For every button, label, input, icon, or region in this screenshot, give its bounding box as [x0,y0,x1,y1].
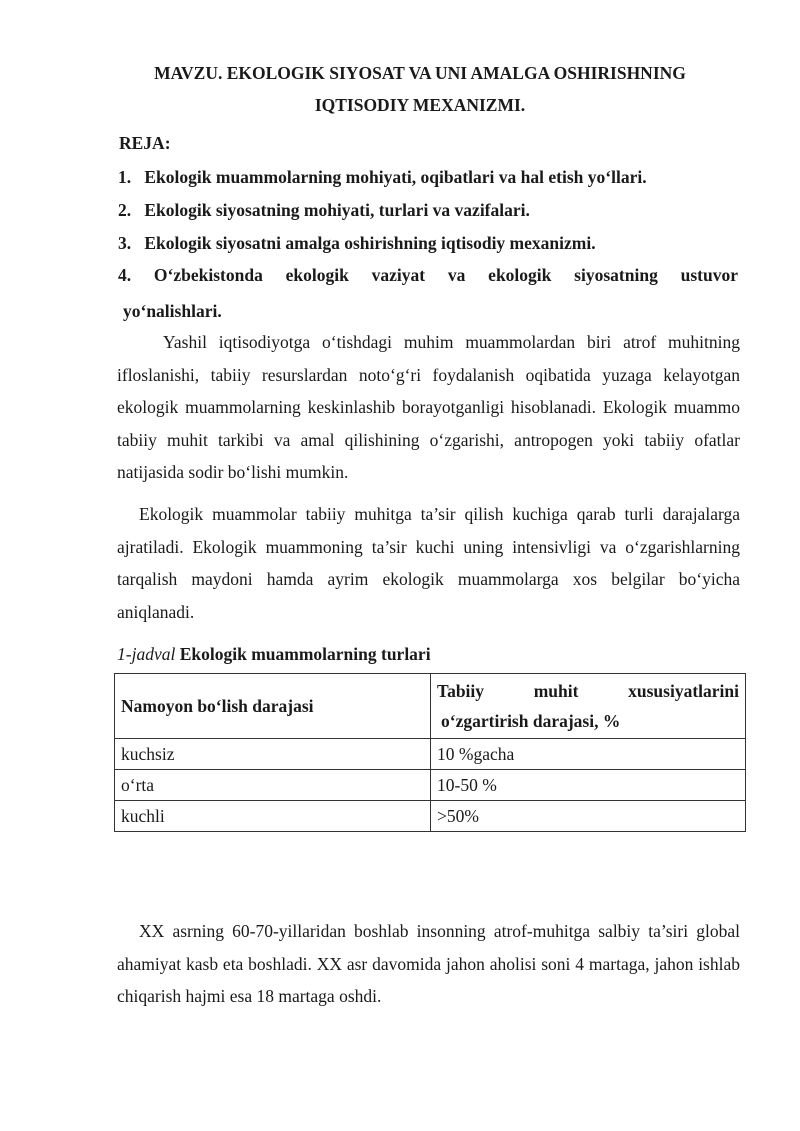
title-line-1: MAVZU. EKOLOGIK SIYOSAT VA UNI AMALGA OSHIRISHNING [154,63,686,83]
table-cell: kuchli [115,801,431,832]
table-row [115,801,746,832]
plan-item-number: 1. [118,167,132,187]
plan-item-text: Ekologik siyosatning mohiyati, turlari va vazifalari. [144,200,530,220]
table-caption-title: Ekologik muammolarning turlari [179,644,431,664]
paragraph-2: Ekologik muammolar tabiiy muhitga ta’sir qilish kuchiga qarab turli darajalarga ajratiladi. Ekologik muammoning ta’sir kuchi uning intensivligi va o‘zgarishlarning tarqalish maydoni hamda ayrim ekologik muammolarga xos belgilar bo‘yicha aniqlanadi. [117,504,740,622]
table-row [115,739,746,770]
table-row [115,770,746,801]
plan-item [118,161,738,193]
table-cell: o‘rta [115,770,431,801]
paragraph-3: XX asrning 60-70-yillaridan boshlab insonning atrof-muhitga salbiy ta’siri global ahamiyat kasb eta boshladi. XX asr davomida jahon aholisi soni 4 martaga, jahon ishlab chiqarish hajmi esa 18 martaga oshdi. [117,921,740,1006]
plan-item-number: 2. [118,200,132,220]
title-line-2: IQTISODIY MEXANIZMI. [314,95,526,115]
table-header-line: o‘zgartirish darajasi, % [441,711,621,731]
plan-item-number: 3. [118,233,132,253]
problems-table [114,673,746,832]
table-header-cell: Namoyon bo‘lish darajasi [115,674,431,739]
plan-item-text: O‘zbekistonda ekologik vaziyat va ekologik siyosatning ustuvor [153,265,738,285]
table-cell: 10 %gacha [431,739,746,770]
table-header-line: Tabiiy muhit xususiyatlarini [437,681,739,701]
table-header-cell [431,674,746,739]
plan-item-text: Ekologik siyosatni amalga oshirishning iqtisodiy mexanizmi. [144,233,596,253]
plan-item-text: Ekologik muammolarning mohiyati, oqibatlari va hal etish yo‘llari. [144,167,647,187]
plan-item [118,227,738,259]
plan-item [118,194,738,226]
paragraph-1: Yashil iqtisodiyotga o‘tishdagi muhim muammolardan biri atrof muhitning ifloslanishi, tabiiy resurslardan noto‘g‘ri foydalanish oqibatida yuzaga kelayotgan ekologik muammolarning keskinlashib borayotganligi hisoblanadi. Ekologik muammo tabiiy muhit tarkibi va amal qilishining o‘zgarishi, antropogen yoki tabiiy ofatlar natijasida sodir bo‘lishi mumkin. [117,332,740,482]
table-caption-number: 1-jadval [117,644,176,664]
table-cell: >50% [431,801,746,832]
table-cell: kuchsiz [115,739,431,770]
table-caption [117,641,431,667]
document-title [100,57,740,121]
table-header-row [115,674,746,739]
plan-item-continuation: yo‘nalishlari. [123,301,222,321]
table-cell: 10-50 % [431,770,746,801]
plan-item-number: 4. [118,265,132,285]
plan-label: REJA: [119,133,171,153]
plan-item [118,259,738,291]
